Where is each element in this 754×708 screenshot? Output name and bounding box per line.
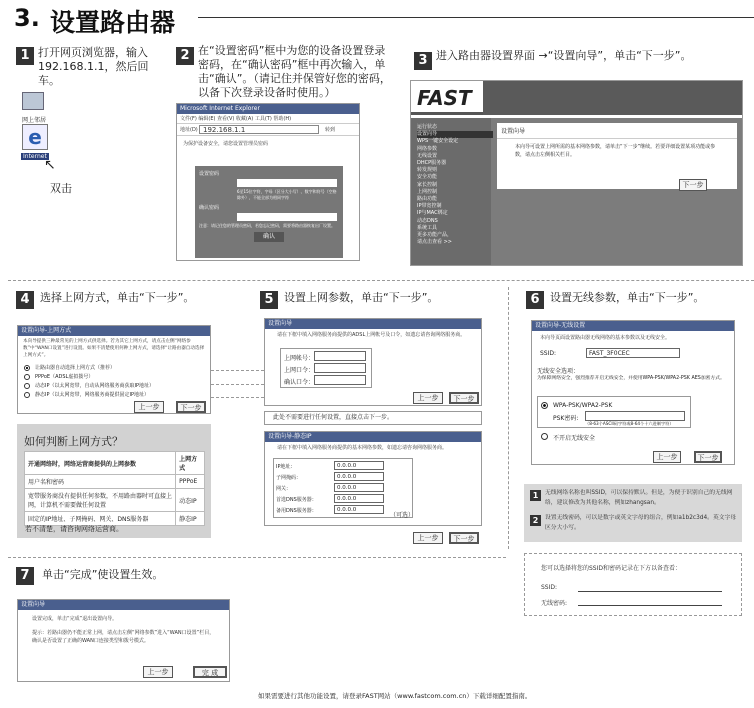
- psk-hint: （8-63个ASCII码字符或8-64个十六进制字符）: [585, 421, 674, 426]
- separator-1: [8, 280, 754, 281]
- tip-1-number: 1: [530, 490, 541, 501]
- judge-row-1-mode: PPPoE: [176, 475, 205, 489]
- static-field-label: IP地址：: [276, 464, 296, 470]
- pppoe-password-label: 上网口令：: [284, 367, 315, 374]
- judge-row-2-mode: 动态IP: [176, 489, 205, 512]
- pppoe-username-label: 上网帐号：: [284, 355, 315, 362]
- router-menu-item[interactable]: 请点击查看 >>: [417, 239, 452, 246]
- wizard-next-button[interactable]: 下一步: [679, 179, 707, 191]
- no-security-label: 不开启无线安全: [553, 435, 596, 442]
- pwd-note: 注意：请记住您的管理员密码，若您忘记密码，需要将路由器恢复出厂设置。: [199, 223, 335, 228]
- separator-2: [8, 557, 506, 558]
- wan-option-label: PPPoE（ADSL虚拟拨号）: [35, 374, 94, 380]
- tip-2-text: 设置无线密码，可以是数字或英文字母的组合，例如a1b2c3d4。英文字母区分大小写。: [545, 515, 737, 531]
- pppoe-title: 设置向导: [265, 319, 481, 329]
- step-6-number: 6: [526, 291, 544, 309]
- dynamic-ip-note: [264, 411, 482, 425]
- pppoe-username-input[interactable]: [314, 351, 366, 361]
- wan-option-row[interactable]: [24, 373, 204, 382]
- pppoe-prev-button[interactable]: 上一步: [413, 392, 443, 404]
- router-menu: [417, 124, 493, 246]
- step-3-number: 3: [414, 52, 432, 70]
- static-field-label: 首选DNS服务器：: [276, 497, 317, 503]
- router-menu-item[interactable]: WPS一键安全设定: [417, 138, 459, 145]
- step-3-text: 进入路由器设置界面 →“设置向导”，单击“下一步”。: [436, 49, 692, 62]
- router-menu-item[interactable]: IP带宽控制: [417, 203, 442, 210]
- pppoe-confirm-label: 确认口令：: [284, 379, 315, 386]
- static-field-label: 备用DNS服务器：: [276, 508, 317, 514]
- static-field-row: [276, 494, 436, 505]
- ie-icon-label: Internet: [23, 153, 47, 160]
- finish-title: 设置向导: [18, 600, 229, 610]
- judge-row-1-params: 用户名和密码: [25, 475, 176, 489]
- judge-row-3-params: 固定的IP地址、子网掩码、网关、DNS服务器: [25, 512, 176, 526]
- pwd-hint: 6至15位字符，字母（区分大小写）、数字和符号（空格除外），不能全部为相同字符: [237, 189, 337, 200]
- confirm-label: 确认密码: [199, 205, 220, 211]
- static-field-label: 子网掩码：: [276, 475, 302, 481]
- static-field-label: 网关：: [276, 486, 292, 492]
- step-6-text: 设置无线参数，单击“下一步”。: [550, 291, 705, 304]
- header-bar: [483, 81, 742, 115]
- finish-done-button[interactable]: 完 成: [193, 666, 227, 678]
- router-menu-item[interactable]: 路由功能: [417, 196, 438, 203]
- wireless-next-button[interactable]: 下一步: [694, 451, 722, 463]
- security-text: 为保障网络安全，强烈推荐开启无线安全，并使用WPA-PSK/WPA2-PSK AES加密方式。: [537, 376, 725, 381]
- static-field-input[interactable]: 0.0.0.0: [334, 483, 384, 492]
- router-menu-item[interactable]: 转发规则: [417, 167, 438, 174]
- optional-label: （可选）: [390, 512, 415, 519]
- wizard-panel-title: 设置向导: [497, 123, 737, 139]
- ie-address-row: [177, 124, 359, 136]
- static-ip-title: 设置向导-静态IP: [265, 432, 481, 442]
- connector-pppoe: [211, 370, 264, 371]
- confirm-input[interactable]: [237, 213, 337, 221]
- tip-2-number: 2: [530, 515, 541, 526]
- security-title: 无线安全选项：: [537, 368, 580, 375]
- confirm-button[interactable]: 确认: [254, 232, 284, 242]
- section-number: 3.: [14, 4, 40, 32]
- router-menu-item[interactable]: 设置向导: [417, 131, 493, 138]
- router-menu-item[interactable]: 更多功能产品，: [417, 232, 453, 239]
- record-pwd-line: [578, 605, 722, 606]
- step-7-number: 7: [16, 567, 34, 585]
- record-title: 您可以选择将您的SSID和密码记录在下方以备查看：: [541, 565, 682, 572]
- pppoe-next-button[interactable]: 下一步: [449, 392, 479, 404]
- judge-row-2-params: 宽带服务商没有提供任何参数，不用路由器时可直接上网，计算机不需要做任何设置: [25, 489, 176, 512]
- static-field-input[interactable]: 0.0.0.0: [334, 461, 384, 470]
- wan-option-label: 动态IP（以太网宽带，自动从网络服务商获取IP地址）: [35, 383, 154, 389]
- wireless-prev-button[interactable]: 上一步: [653, 451, 681, 463]
- router-menu-item[interactable]: DHCP服务器: [417, 160, 447, 167]
- tip-1-text: 无线网络名称也叫SSID，可以保持默认。但是，为便于识别自己的无线网络，建议修改为其他名称，例如zhangsan。: [545, 490, 733, 506]
- judge-header-mode: 上网方式: [176, 452, 205, 475]
- record-ssid-label: SSID:: [541, 584, 558, 591]
- connector-static: [211, 397, 264, 398]
- wan-option-radio[interactable]: [24, 392, 30, 398]
- wireless-intro: 本向导页面设置路由器无线网络的基本参数以及无线安全。: [540, 335, 671, 341]
- psk-label: PSK密码:: [553, 415, 579, 422]
- ie-title-bar: Microsoft Internet Explorer: [177, 104, 359, 114]
- static-field-row: [276, 461, 436, 472]
- connector-dynamic: [211, 384, 264, 385]
- ie-browser-window: [176, 103, 360, 261]
- record-ssid-line: [578, 591, 722, 592]
- title-rule: [198, 17, 754, 18]
- step-4-number: 4: [16, 291, 34, 309]
- judge-footnote: 若不清楚，请咨询网络运营商。: [25, 525, 123, 533]
- ie-icon: e: [22, 124, 48, 150]
- step-7-text: 单击“完成”使设置生效。: [42, 568, 164, 581]
- static-field-input[interactable]: 0.0.0.0: [334, 494, 384, 503]
- address-label: 地址(D): [180, 127, 198, 133]
- pppoe-confirm-input[interactable]: [314, 375, 366, 385]
- judge-header-params: 开通网络时，网络运营商提供的上网参数: [25, 452, 176, 475]
- step-2-text: 在“设置密码”框中为您的设备设置登录密码，在“确认密码”框中再次输入，单击“确认”。（请记住并保管好您的密码，以备下次登录设备时使用。）: [198, 44, 391, 99]
- router-header: [411, 81, 742, 115]
- router-menu-item[interactable]: 运行状态: [417, 124, 438, 130]
- separator-v1: [508, 287, 509, 549]
- router-menu-item[interactable]: IP与MAC绑定: [417, 210, 448, 217]
- wan-option-radio[interactable]: [24, 365, 30, 371]
- static-ip-intro: 请在下框中填入网络服务商提供的基本网络参数，如遗忘请咨询网络服务商。: [277, 445, 448, 451]
- wan-options: [24, 364, 204, 400]
- router-menu-item[interactable]: 安全功能: [417, 174, 438, 181]
- judge-title: 如何判断上网方式？: [24, 435, 123, 448]
- step-1-text: 打开网页浏览器，输入192.168.1.1，然后回车。: [38, 46, 149, 87]
- static-field-row: [276, 472, 436, 483]
- pwd-panel: [195, 166, 343, 258]
- step-2-number: 2: [176, 47, 194, 65]
- router-menu-item[interactable]: 无线设置: [417, 152, 438, 159]
- ie-menu-bar: 文件(F) 编辑(E) 查看(V) 收藏(A) 工具(T) 帮助(H): [177, 114, 359, 124]
- pppoe-password-input[interactable]: [314, 363, 366, 373]
- wan-option-row[interactable]: [24, 391, 204, 400]
- icon1-label: 网上邻居: [22, 117, 47, 124]
- dynamic-ip-text: 此处不需要进行任何设置，直接点击下一步。: [273, 414, 394, 421]
- static-field-input[interactable]: 0.0.0.0: [334, 505, 384, 514]
- record-pwd-label: 无线密码:: [541, 600, 568, 607]
- static-field-row: [276, 483, 436, 494]
- fast-logo: FAST: [417, 86, 472, 110]
- static-next-button[interactable]: 下一步: [449, 532, 479, 544]
- network-neighborhood-icon: [22, 92, 44, 110]
- wan-mode-title: 设置向导-上网方式: [18, 326, 210, 336]
- finish-line-1: 设置完成，单击“完成”退出设置向导。: [32, 616, 118, 622]
- ssid-input[interactable]: FAST_3F0CEC: [586, 348, 680, 358]
- ssid-label: SSID:: [540, 350, 557, 357]
- wan-option-radio[interactable]: [24, 374, 30, 380]
- judge-table: [24, 451, 205, 526]
- static-fields: [276, 461, 436, 516]
- wan-option-row[interactable]: [24, 364, 204, 373]
- router-menu-item[interactable]: 动态DNS: [417, 217, 438, 224]
- wan-option-radio[interactable]: [24, 383, 30, 389]
- pwd-heading: 为保护设备安全，请您设置管理员密码: [183, 141, 269, 147]
- router-menu-item[interactable]: 上网控制: [417, 188, 438, 195]
- step-1-number: 1: [16, 47, 34, 65]
- wan-option-label: 让路由器自动选择上网方式（推荐）: [35, 365, 116, 371]
- wpa-radio[interactable]: [541, 402, 548, 409]
- cursor-icon: ↖: [44, 157, 56, 173]
- psk-input[interactable]: [585, 411, 685, 421]
- pwd-input[interactable]: [237, 179, 337, 187]
- wan-mode-intro: 本向导提供三种最常见的上网方式供选择。若为其它上网方式，请点击左侧“网络参数”中“WAN口设置”进行设置。如果不清楚使用何种上网方式，请选择“让路由器自动选择上网方式”。: [23, 339, 205, 358]
- footer-note: 如果需要进行其他功能设置，请登录FAST网站（www.fastcom.com.cn）下载详细配置指南。: [258, 692, 532, 700]
- router-menu-item[interactable]: 系统工具: [417, 224, 438, 231]
- page-title: 设置路由器: [50, 8, 176, 37]
- static-field-input[interactable]: 0.0.0.0: [334, 472, 384, 481]
- router-menu-item[interactable]: 家长控制: [417, 181, 438, 188]
- wireless-window: [531, 320, 735, 465]
- finish-line-2: 提示：若路由器仍不能正常上网，请点击左侧“网络参数”进入“WAN口设置”栏目，确认是否设置了正确的WAN口连接类型和拨号模式。: [32, 630, 215, 644]
- pppoe-intro: 请在下框中填入网络服务商提供的ADSL上网帐号及口令，如遗忘请咨询网络服务商。: [277, 332, 466, 338]
- wireless-title: 设置向导-无线设置: [532, 321, 734, 331]
- step-5-number: 5: [260, 291, 278, 309]
- step4-next-button[interactable]: 下一步: [176, 401, 206, 413]
- address-input[interactable]: 192.168.1.1: [199, 125, 319, 134]
- wpa-option-label: WPA-PSK/WPA2-PSK: [553, 402, 613, 409]
- step-5-text: 设置上网参数，单击“下一步”。: [284, 291, 439, 304]
- wan-option-label: 静态IP（以太网宽带，网络服务商提供固定IP地址）: [35, 392, 149, 398]
- step-4-text: 选择上网方式，单击“下一步”。: [40, 291, 195, 304]
- wan-option-row[interactable]: [24, 382, 204, 391]
- judge-row-3-mode: 静态IP: [176, 512, 205, 526]
- go-button[interactable]: 转到: [325, 127, 336, 133]
- pwd-label: 设置密码: [199, 171, 220, 177]
- wizard-panel-text: 本向导可设置上网所需的基本网络参数，请单击“下一步”继续。若要详细设置某项功能或参数，请点击左侧相关栏目。: [515, 144, 716, 158]
- router-menu-item[interactable]: 网络参数: [417, 145, 438, 152]
- double-click-label: 双击: [50, 182, 72, 195]
- static-prev-button[interactable]: 上一步: [413, 532, 443, 544]
- finish-prev-button[interactable]: 上一步: [143, 666, 173, 678]
- no-security-radio[interactable]: [541, 433, 548, 440]
- step4-prev-button[interactable]: 上一步: [134, 401, 164, 413]
